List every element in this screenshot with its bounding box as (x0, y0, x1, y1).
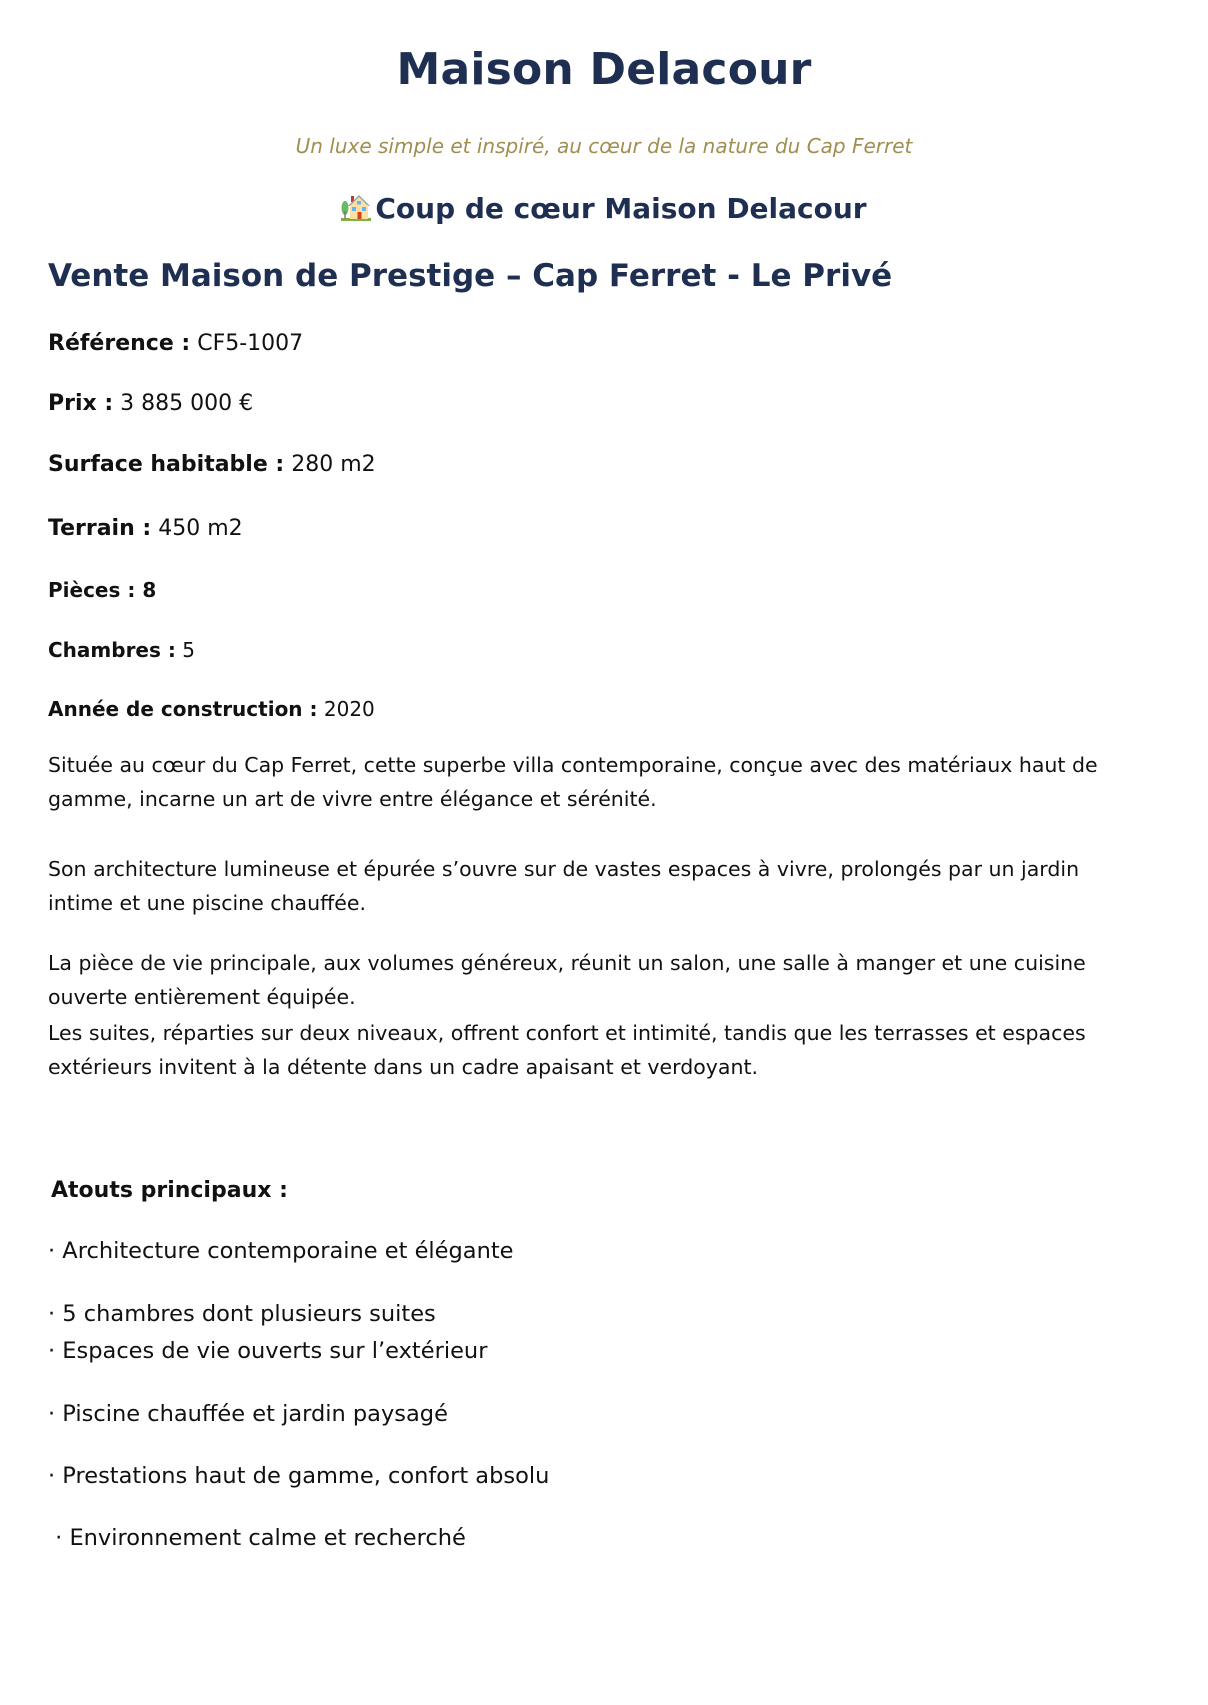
brand-title: Maison Delacour (396, 44, 812, 95)
spec-reference (48, 331, 303, 356)
feature-item: · Prestations haut de gamme, confort absolu (48, 1463, 550, 1489)
highlight-heading (0, 192, 1208, 225)
spec-year-built (48, 697, 375, 721)
spec-value: CF5-1007 (197, 331, 304, 356)
description-paragraph: Située au cœur du Cap Ferret, cette superbe villa contemporaine, conçue avec des matériaux haut de gamme, incarne un art de vivre entre élégance et sérénité. (48, 753, 1098, 811)
spec-price (48, 391, 253, 416)
feature-item: · Piscine chauffée et jardin paysagé (48, 1401, 448, 1427)
spec-label: Chambres : (48, 638, 176, 662)
description-paragraph: Les suites, réparties sur deux niveaux, offrent confort et intimité, tandis que les terrasses et espaces extérieurs invitent à la détente dans un cadre apaisant et verdoyant. (48, 1021, 1086, 1079)
feature-item: · 5 chambres dont plusieurs suites (48, 1301, 436, 1327)
house-with-garden-icon (341, 193, 371, 221)
spec-value: 450 m2 (158, 516, 243, 541)
tagline: Un luxe simple et inspiré, au cœur de la nature du Cap Ferret (295, 134, 913, 158)
feature-item: · Architecture contemporaine et élégante (48, 1238, 514, 1264)
feature-item: · Environnement calme et recherché (48, 1525, 466, 1551)
feature-item: · Espaces de vie ouverts sur l’extérieur (48, 1338, 488, 1364)
spec-bedrooms (48, 638, 195, 662)
spec-rooms (48, 578, 156, 602)
spec-value: 2020 (323, 697, 375, 721)
spec-value: 280 m2 (291, 452, 376, 477)
spec-label: Terrain : (48, 516, 152, 541)
description-paragraph: Son architecture lumineuse et épurée s’ouvre sur de vastes espaces à vivre, prolongés par un jardin intime et une piscine chauffée. (48, 857, 1080, 915)
listing-title: Vente Maison de Prestige – Cap Ferret - Le Privé (48, 258, 893, 294)
features-heading: Atouts principaux : (51, 1178, 288, 1203)
spec-land (48, 516, 243, 541)
spec-label: Surface habitable : (48, 452, 285, 477)
spec-label: Prix : (48, 391, 114, 416)
spec-label: Pièces : 8 (48, 578, 157, 602)
spec-label: Année de construction : (48, 697, 318, 721)
spec-value: 3 885 000 € (120, 391, 254, 416)
spec-value: 5 (182, 638, 195, 662)
spec-label: Référence : (48, 331, 191, 356)
spec-living-area (48, 452, 376, 477)
description-paragraph: La pièce de vie principale, aux volumes généreux, réunit un salon, une salle à manger et une cuisine ouverte entièrement équipée. (48, 951, 1086, 1009)
highlight-text: Coup de cœur Maison Delacour (375, 192, 867, 225)
